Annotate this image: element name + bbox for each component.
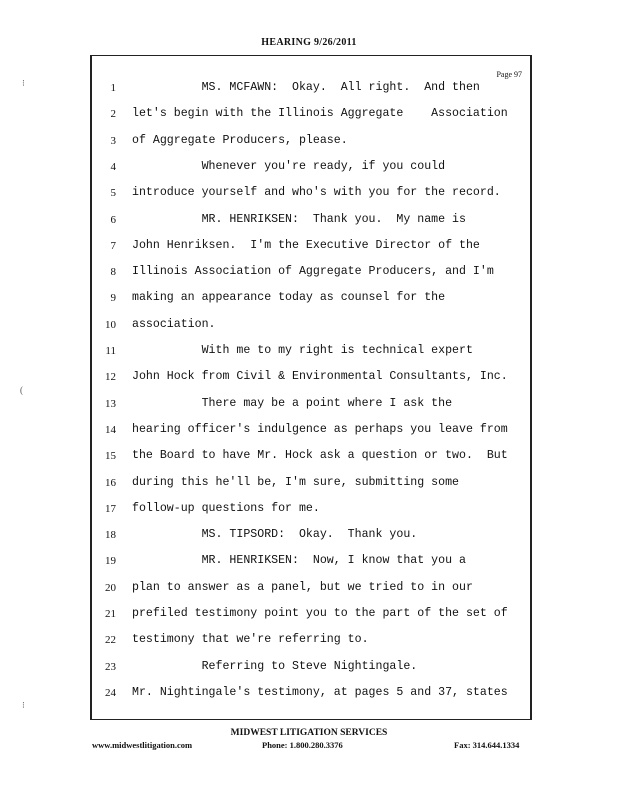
transcript-line — [92, 525, 530, 545]
line-text: MS. TIPSORD: Okay. Thank you. — [132, 528, 418, 542]
page-number: Page 97 — [496, 70, 522, 79]
line-number: 10 — [105, 318, 116, 331]
line-number: 1 — [110, 82, 116, 94]
transcript-line — [92, 341, 530, 361]
line-number: 15 — [105, 450, 116, 463]
transcript-line — [92, 683, 530, 703]
footer-phone: Phone: 1.800.280.3376 — [262, 740, 343, 750]
line-text: MR. HENRIKSEN: Now, I know that you a — [132, 554, 466, 568]
transcript-line — [92, 367, 530, 387]
line-text: Mr. Nightingale's testimony, at pages 5 and 37, states — [132, 685, 508, 699]
transcript-line — [92, 630, 530, 650]
line-number: 2 — [110, 108, 116, 121]
line-number: 21 — [105, 608, 116, 620]
line-number: 11 — [105, 345, 116, 357]
line-text: Illinois Association of Aggregate Producers, and I'm — [132, 265, 494, 279]
line-number: 12 — [105, 371, 116, 384]
transcript-line — [92, 236, 530, 256]
line-text: introduce yourself and who's with you for the record. — [132, 186, 501, 200]
transcript-line — [92, 604, 530, 624]
transcript-line — [92, 262, 530, 282]
line-number: 19 — [105, 555, 116, 568]
transcript-line — [92, 499, 530, 519]
transcript-line — [92, 288, 530, 308]
line-text: prefiled testimony point you to the part of the set of — [132, 607, 508, 620]
line-text: hearing officer's indulgence as perhaps you leave from — [132, 422, 508, 436]
transcript-line — [92, 315, 530, 335]
line-number: 4 — [110, 160, 116, 173]
transcript-line — [92, 420, 530, 440]
transcript-line — [92, 183, 530, 203]
transcript-line — [92, 104, 530, 124]
line-text: follow-up questions for me. — [132, 501, 320, 515]
line-number: 7 — [110, 239, 116, 252]
line-text: of Aggregate Producers, please. — [132, 133, 348, 147]
transcript-line — [92, 131, 530, 151]
line-text: MR. HENRIKSEN: Thank you. My name is — [132, 212, 466, 226]
transcript-line — [92, 157, 530, 177]
line-text: testimony that we're referring to. — [132, 633, 369, 647]
line-text: MS. MCFAWN: Okay. All right. And then — [132, 81, 480, 94]
line-number: 17 — [105, 502, 116, 515]
line-number: 6 — [110, 213, 116, 226]
transcript-line — [92, 78, 530, 98]
line-text: let's begin with the Illinois Aggregate Association — [132, 107, 508, 121]
transcript-line — [92, 394, 530, 414]
margin-mark: ⁝ — [22, 700, 25, 710]
line-number: 14 — [105, 423, 116, 436]
line-text: Referring to Steve Nightingale. — [132, 659, 418, 673]
transcript-line — [92, 578, 530, 598]
line-number: 24 — [105, 686, 116, 699]
transcript-line — [92, 473, 530, 493]
line-text: the Board to have Mr. Hock ask a question or two. But — [132, 449, 508, 463]
transcript-page — [90, 55, 532, 720]
line-number: 16 — [105, 476, 116, 489]
line-text: during this he'll be, I'm sure, submitting some — [132, 475, 459, 489]
line-text: association. — [132, 317, 216, 331]
footer-company: MIDWEST LITIGATION SERVICES — [230, 728, 388, 738]
line-text: John Henriksen. I'm the Executive Director of the — [132, 238, 480, 252]
footer-fax: Fax: 314.644.1334 — [454, 740, 520, 750]
line-number: 18 — [105, 529, 116, 542]
line-text: making an appearance today as counsel for the — [132, 291, 446, 305]
line-number: 23 — [105, 660, 116, 673]
line-text: With me to my right is technical expert — [132, 344, 473, 357]
footer-website: www.midwestlitigation.com — [92, 740, 193, 750]
margin-mark: ⁝ — [22, 78, 25, 88]
line-text: Whenever you're ready, if you could — [132, 159, 446, 173]
line-number: 22 — [105, 634, 116, 647]
transcript-line — [92, 446, 530, 466]
transcript-header: HEARING 9/26/2011 — [261, 37, 357, 48]
line-number: 13 — [105, 397, 116, 410]
transcript-line — [92, 657, 530, 677]
transcript-line — [92, 210, 530, 230]
line-text: John Hock from Civil & Environmental Consultants, Inc. — [132, 370, 508, 384]
line-text: plan to answer as a panel, but we tried to in our — [132, 580, 473, 594]
line-number: 20 — [105, 581, 116, 594]
line-number: 3 — [110, 134, 116, 147]
line-number: 5 — [110, 187, 116, 200]
transcript-line — [92, 551, 530, 571]
line-number: 8 — [110, 266, 116, 279]
line-number: 9 — [110, 292, 116, 305]
line-text: There may be a point where I ask the — [132, 396, 453, 410]
margin-mark: ( — [20, 385, 23, 395]
